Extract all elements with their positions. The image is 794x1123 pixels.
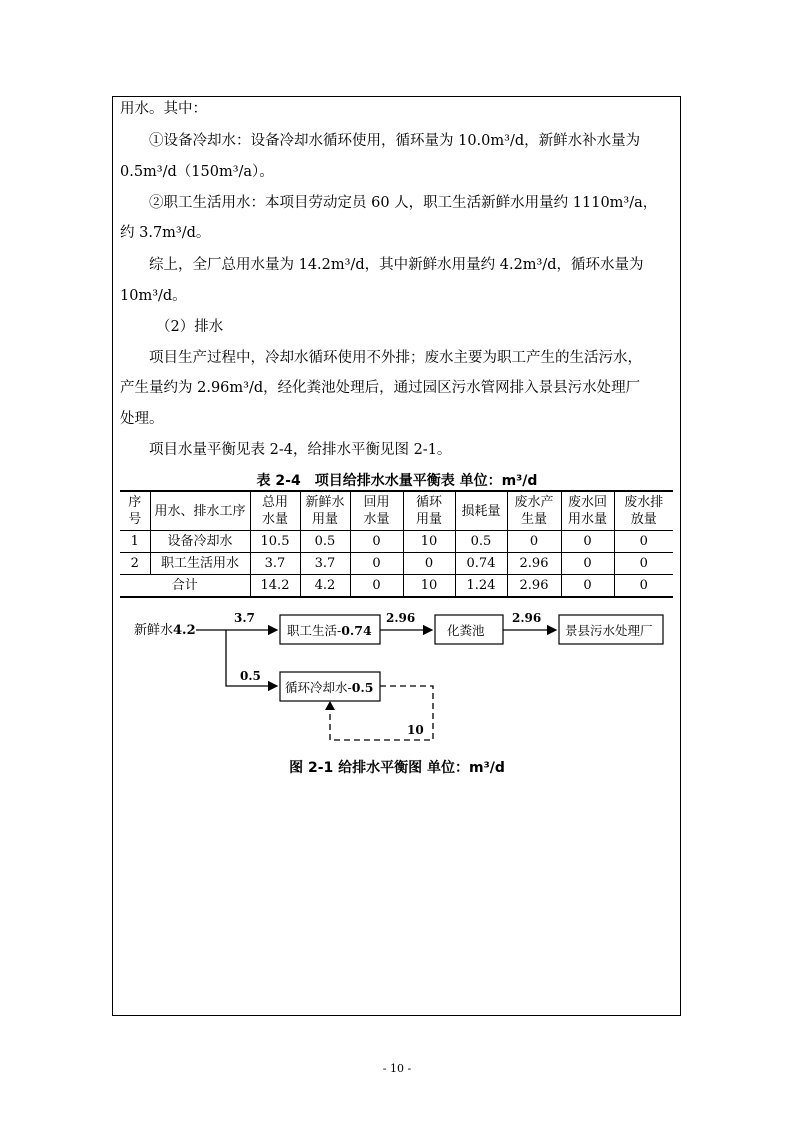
- table-cell: 0: [614, 575, 673, 598]
- paragraph-drainage-3: 处理。: [120, 411, 164, 427]
- table-cell: 10: [403, 575, 455, 598]
- water-balance-diagram: [0, 600, 794, 760]
- table-caption: 表 2-4 项目给排水水量平衡表 单位：m³/d: [256, 473, 538, 489]
- paragraph-staff-1: ②职工生活用水：本项目劳动定员 60 人，职工生活新鲜水用量约 1110m³/a，: [149, 195, 658, 211]
- cooling-node: 循环冷却水-0.5: [285, 680, 374, 695]
- flow-label-to-cooling: 0.5: [240, 669, 261, 683]
- paragraph-summary-1: 综上，全厂总用水量为 14.2m³/d，其中新鲜水用量约 4.2m³/d，循环水量为: [149, 257, 644, 273]
- table-cell: 0: [561, 531, 614, 553]
- table-cell: 0: [350, 531, 403, 553]
- table-cell: 0: [561, 575, 614, 598]
- table-cell: 2.96: [507, 553, 561, 575]
- table-header-text: 序: [128, 495, 142, 510]
- table-cell: 2: [120, 553, 150, 575]
- table-cell: 0: [403, 553, 455, 575]
- table-header-text: 废水回: [567, 495, 607, 510]
- table-cell: 3.7: [300, 553, 350, 575]
- table-header-cell: [120, 491, 150, 531]
- table-header-text: 废水产: [514, 495, 554, 510]
- table-row: [120, 553, 673, 575]
- table-header-row: [120, 491, 673, 531]
- table-header-text: 新鲜水: [305, 495, 345, 510]
- table-cell: 0.5: [455, 531, 507, 553]
- table-cell: 0: [614, 553, 673, 575]
- table-cell: 0: [561, 553, 614, 575]
- table-cell: 0: [350, 553, 403, 575]
- recycle-arrowhead: [325, 701, 335, 710]
- table-cell: 14.2: [250, 575, 300, 598]
- flow-label-to-plant: 2.96: [512, 611, 542, 625]
- table-total-row: [120, 575, 673, 598]
- table-cell: 0.74: [455, 553, 507, 575]
- table-cell: 合计: [120, 575, 250, 598]
- table-cell: 0: [350, 575, 403, 598]
- table-cell: 2.96: [507, 575, 561, 598]
- table-cell: 职工生活用水: [150, 553, 250, 575]
- plant-node: 景县污水处理厂: [565, 623, 653, 638]
- table-cell: 0.5: [300, 531, 350, 553]
- paragraph-reference: 项目水量平衡见表 2-4，给排水平衡见图 2-1。: [149, 442, 452, 458]
- table-header-cell: [250, 491, 300, 531]
- table-cell: 3.7: [250, 553, 300, 575]
- table-header-text: 损耗量: [461, 503, 501, 519]
- table-header-cell: [150, 491, 250, 531]
- flow-label-to-staff: 3.7: [234, 611, 255, 625]
- table-header-text: 总用: [261, 495, 288, 510]
- paragraph-cooling-2: 0.5m³/d（150m³/a）。: [120, 164, 274, 180]
- water-balance-table: [120, 490, 673, 598]
- source-node: 新鲜水4.2: [134, 623, 196, 638]
- paragraph-staff-2: 约 3.7m³/d。: [120, 225, 211, 241]
- table-header-text: 用水、排水工序: [154, 503, 246, 519]
- flow-label-to-septic: 2.96: [386, 611, 416, 625]
- table-header-text: 放量: [630, 512, 657, 527]
- table-header-text: 用水量: [567, 512, 607, 527]
- table-cell: 4.2: [300, 575, 350, 598]
- table-header-cell: [614, 491, 673, 531]
- table-header-text: 回用: [363, 495, 390, 510]
- table-cell: 设备冷却水: [150, 531, 250, 553]
- table-header-cell: [507, 491, 561, 531]
- paragraph-intro: 用水。其中：: [120, 101, 207, 117]
- table-header-text: 号: [128, 512, 142, 527]
- table-header-text: 循环: [415, 495, 442, 510]
- paragraph-drainage-1: 项目生产过程中，冷却水循环使用不外排；废水主要为职工产生的生活污水，: [149, 350, 642, 366]
- table-cell: 1: [120, 531, 150, 553]
- table-cell: 0: [614, 531, 673, 553]
- table-header-text: 用量: [415, 512, 442, 527]
- table-header-text: 水量: [363, 512, 390, 527]
- table-row: [120, 531, 673, 553]
- table-header-cell: [403, 491, 455, 531]
- table-cell: 1.24: [455, 575, 507, 598]
- paragraph-summary-2: 10m³/d。: [120, 288, 187, 304]
- table-header-text: 废水排: [624, 495, 664, 510]
- table-header-text: 生量: [520, 512, 547, 527]
- staff-node: 职工生活-0.74: [287, 623, 372, 638]
- table-header-cell: [561, 491, 614, 531]
- table-cell: 10: [403, 531, 455, 553]
- table-header-text: 用量: [311, 512, 338, 527]
- paragraph-drainage-2: 产生量约为 2.96m³/d，经化粪池处理后，通过园区污水管网排入景县污水处理厂: [120, 380, 641, 396]
- paragraph-cooling-1: ①设备冷却水：设备冷却水循环使用，循环量为 10.0m³/d，新鲜水补水量为: [149, 133, 641, 149]
- table-header-cell: [300, 491, 350, 531]
- table-header-cell: [350, 491, 403, 531]
- table-header-cell: [455, 491, 507, 531]
- table-cell: 10.5: [250, 531, 300, 553]
- table-header-text: 水量: [261, 512, 288, 527]
- page-number: - 10 -: [382, 1062, 412, 1075]
- recycle-label: 10: [407, 723, 424, 737]
- figure-caption: 图 2-1 给排水平衡图 单位：m³/d: [289, 760, 505, 776]
- table-cell: 0: [507, 531, 561, 553]
- section-heading-drainage: （2）排水: [156, 319, 224, 335]
- septic-node: 化粪池: [447, 623, 485, 638]
